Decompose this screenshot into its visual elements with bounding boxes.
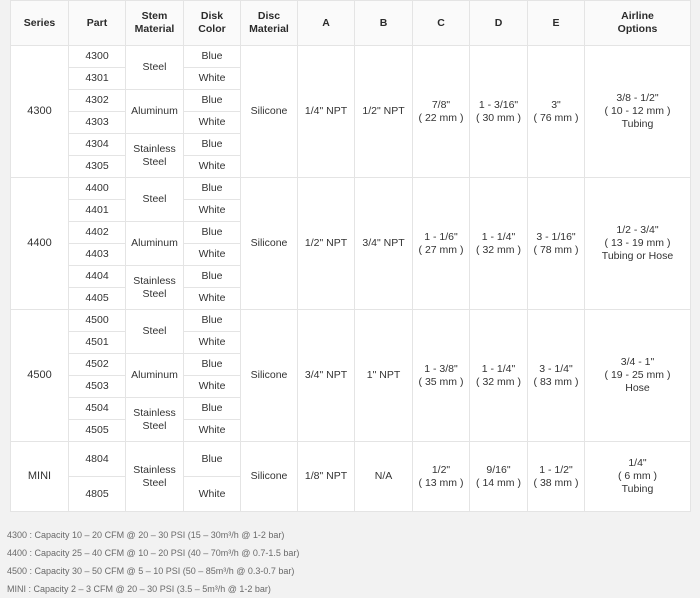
series-cell: 4300 bbox=[11, 46, 69, 178]
capacity-notes bbox=[7, 526, 299, 598]
capacity-note-mini: MINI : Capacity 2 – 3 CFM @ 20 – 30 PSI (3.5 – 5m³/h @ 1-2 bar) bbox=[7, 584, 271, 594]
dim-c-cell: 1 - 3/8" ( 35 mm ) bbox=[413, 310, 470, 442]
table-row bbox=[11, 310, 691, 332]
disk-color-cell: White bbox=[184, 68, 241, 90]
table-body bbox=[11, 46, 691, 512]
disc-material-cell: Silicone bbox=[241, 310, 298, 442]
stem-material-cell: Aluminum bbox=[126, 90, 184, 134]
disk-color-cell: Blue bbox=[184, 442, 241, 477]
stem-material-cell: Stainless Steel bbox=[126, 134, 184, 178]
part-cell: 4300 bbox=[69, 46, 126, 68]
disk-color-cell: White bbox=[184, 112, 241, 134]
dim-a-cell: 1/4" NPT bbox=[298, 46, 355, 178]
col-header-b: B bbox=[355, 1, 413, 46]
stem-material-cell: Steel bbox=[126, 310, 184, 354]
disk-color-cell: White bbox=[184, 288, 241, 310]
part-cell: 4401 bbox=[69, 200, 126, 222]
dim-e-cell: 1 - 1/2" ( 38 mm ) bbox=[528, 442, 585, 512]
col-header-stem-material: Stem Material bbox=[126, 1, 184, 46]
dim-d-cell: 1 - 3/16" ( 30 mm ) bbox=[470, 46, 528, 178]
airline-options-cell: 1/2 - 3/4" ( 13 - 19 mm ) Tubing or Hose bbox=[585, 178, 691, 310]
stem-material-cell: Aluminum bbox=[126, 354, 184, 398]
disk-color-cell: White bbox=[184, 200, 241, 222]
dim-d-cell: 9/16" ( 14 mm ) bbox=[470, 442, 528, 512]
dim-e-cell: 3 - 1/4" ( 83 mm ) bbox=[528, 310, 585, 442]
disk-color-cell: Blue bbox=[184, 310, 241, 332]
part-cell: 4404 bbox=[69, 266, 126, 288]
disk-color-cell: Blue bbox=[184, 222, 241, 244]
dim-b-cell: 1/2" NPT bbox=[355, 46, 413, 178]
dim-c-cell: 1 - 1/6" ( 27 mm ) bbox=[413, 178, 470, 310]
specification-table bbox=[10, 0, 691, 512]
capacity-note-4400: 4400 : Capacity 25 – 40 CFM @ 10 – 20 PSI (40 – 70m³/h @ 0.7-1.5 bar) bbox=[7, 548, 300, 558]
disk-color-cell: Blue bbox=[184, 354, 241, 376]
airline-options-cell: 3/8 - 1/2" ( 10 - 12 mm ) Tubing bbox=[585, 46, 691, 178]
col-header-d: D bbox=[470, 1, 528, 46]
stem-material-cell: Aluminum bbox=[126, 222, 184, 266]
stem-material-cell: Stainless Steel bbox=[126, 442, 184, 512]
stem-material-cell: Stainless Steel bbox=[126, 266, 184, 310]
disk-color-cell: White bbox=[184, 332, 241, 354]
dim-a-cell: 1/2" NPT bbox=[298, 178, 355, 310]
part-cell: 4400 bbox=[69, 178, 126, 200]
disc-material-cell: Silicone bbox=[241, 442, 298, 512]
dim-c-cell: 1/2" ( 13 mm ) bbox=[413, 442, 470, 512]
disk-color-cell: Blue bbox=[184, 266, 241, 288]
airline-options-cell: 3/4 - 1" ( 19 - 25 mm ) Hose bbox=[585, 310, 691, 442]
part-cell: 4403 bbox=[69, 244, 126, 266]
dim-e-cell: 3 - 1/16" ( 78 mm ) bbox=[528, 178, 585, 310]
col-header-disc-material: Disc Material bbox=[241, 1, 298, 46]
stem-material-cell: Steel bbox=[126, 178, 184, 222]
col-header-part: Part bbox=[69, 1, 126, 46]
part-cell: 4505 bbox=[69, 420, 126, 442]
table-row bbox=[11, 442, 691, 477]
disk-color-cell: White bbox=[184, 376, 241, 398]
dim-b-cell: N/A bbox=[355, 442, 413, 512]
disk-color-cell: Blue bbox=[184, 398, 241, 420]
disk-color-cell: Blue bbox=[184, 90, 241, 112]
disk-color-cell: White bbox=[184, 156, 241, 178]
stem-material-cell: Steel bbox=[126, 46, 184, 90]
disk-color-cell: Blue bbox=[184, 46, 241, 68]
dim-d-cell: 1 - 1/4" ( 32 mm ) bbox=[470, 310, 528, 442]
col-header-a: A bbox=[298, 1, 355, 46]
part-cell: 4504 bbox=[69, 398, 126, 420]
col-header-e: E bbox=[528, 1, 585, 46]
part-cell: 4304 bbox=[69, 134, 126, 156]
part-cell: 4405 bbox=[69, 288, 126, 310]
disk-color-cell: Blue bbox=[184, 178, 241, 200]
capacity-note-4500: 4500 : Capacity 30 – 50 CFM @ 5 – 10 PSI (50 – 85m³/h @ 0.3-0.7 bar) bbox=[7, 566, 295, 576]
col-header-series: Series bbox=[11, 1, 69, 46]
series-cell: 4500 bbox=[11, 310, 69, 442]
disc-material-cell: Silicone bbox=[241, 46, 298, 178]
part-cell: 4500 bbox=[69, 310, 126, 332]
series-cell: MINI bbox=[11, 442, 69, 512]
disk-color-cell: Blue bbox=[184, 134, 241, 156]
part-cell: 4302 bbox=[69, 90, 126, 112]
dim-d-cell: 1 - 1/4" ( 32 mm ) bbox=[470, 178, 528, 310]
dim-a-cell: 1/8" NPT bbox=[298, 442, 355, 512]
header-row bbox=[11, 1, 691, 46]
part-cell: 4301 bbox=[69, 68, 126, 90]
disc-material-cell: Silicone bbox=[241, 178, 298, 310]
capacity-note-4300: 4300 : Capacity 10 – 20 CFM @ 20 – 30 PSI (15 – 30m³/h @ 1-2 bar) bbox=[7, 530, 285, 540]
part-cell: 4503 bbox=[69, 376, 126, 398]
col-header-c: C bbox=[413, 1, 470, 46]
part-cell: 4305 bbox=[69, 156, 126, 178]
part-cell: 4804 bbox=[69, 442, 126, 477]
airline-options-cell: 1/4" ( 6 mm ) Tubing bbox=[585, 442, 691, 512]
part-cell: 4501 bbox=[69, 332, 126, 354]
table-row bbox=[11, 178, 691, 200]
table-row bbox=[11, 46, 691, 68]
disk-color-cell: White bbox=[184, 244, 241, 266]
disk-color-cell: White bbox=[184, 420, 241, 442]
col-header-airline-options: Airline Options bbox=[585, 1, 691, 46]
dim-c-cell: 7/8" ( 22 mm ) bbox=[413, 46, 470, 178]
stem-material-cell: Stainless Steel bbox=[126, 398, 184, 442]
disk-color-cell: White bbox=[184, 477, 241, 512]
dim-e-cell: 3" ( 76 mm ) bbox=[528, 46, 585, 178]
part-cell: 4303 bbox=[69, 112, 126, 134]
dim-b-cell: 3/4" NPT bbox=[355, 178, 413, 310]
dim-b-cell: 1" NPT bbox=[355, 310, 413, 442]
col-header-disk-color: Disk Color bbox=[184, 1, 241, 46]
dim-a-cell: 3/4" NPT bbox=[298, 310, 355, 442]
part-cell: 4805 bbox=[69, 477, 126, 512]
part-cell: 4502 bbox=[69, 354, 126, 376]
series-cell: 4400 bbox=[11, 178, 69, 310]
part-cell: 4402 bbox=[69, 222, 126, 244]
